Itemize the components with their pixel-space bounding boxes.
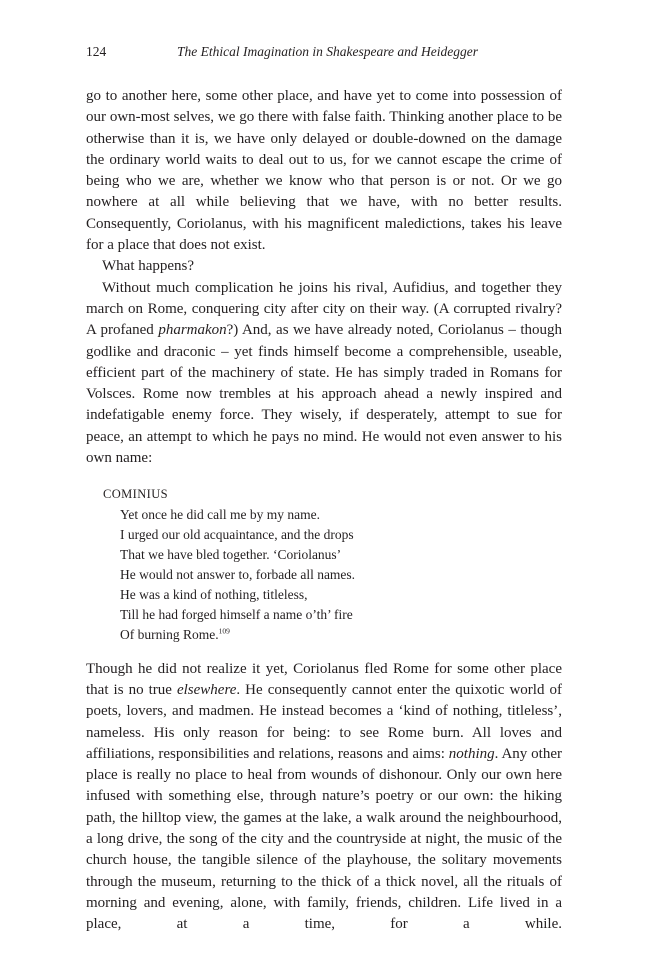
text-run: . Any other place is really no place to heal from wounds of dishonour. Only our own here infused with something else, through nature’s poetry or our own: the hiking path, the hilltop view, the games at the lake, a walk around the neighbourhood, a long drive, the song of the city and the countryside at night, the music of the church house, the tangible silence of the playhouse, the solitary movements through the museum, returning to the thick of a thick novel, all the rituals of morning and evening, alone, with family, friends, children. Life lived in a place, at a time, for a while. bbox=[86, 745, 562, 933]
emphasis-nothing: nothing bbox=[448, 745, 495, 762]
paragraph-question: What happens? bbox=[102, 258, 195, 275]
running-title: The Ethical Imagination in Shakespeare and Heidegger bbox=[177, 44, 478, 59]
footnote-reference[interactable]: 109 bbox=[218, 626, 230, 636]
verse-line-last bbox=[120, 625, 562, 645]
block-quote bbox=[103, 484, 562, 644]
paragraph-conclusion bbox=[86, 659, 562, 936]
emphasis-pharmakon: pharmakon bbox=[158, 322, 227, 339]
verse-text: Of burning Rome. bbox=[120, 626, 219, 642]
text-run: Though he did not realize it yet, Coriolanus fled Rome for some other place that is no true bbox=[86, 660, 562, 698]
verse-line: Yet once he did call me by my name. bbox=[120, 507, 320, 523]
body-text bbox=[86, 86, 562, 936]
emphasis-elsewhere: elsewhere bbox=[176, 681, 237, 698]
verse-line: He was a kind of nothing, titleless, bbox=[120, 586, 308, 602]
speaker-name: COMINIUS bbox=[103, 487, 169, 502]
verse-line: He would not answer to, forbade all names. bbox=[120, 567, 356, 583]
paragraph-continuation: go to another here, some other place, and have yet to come into possession of our own-most selves, we go there with false faith. Thinking another place to be otherwise than it is, we have only delayed or double-downed on the damage the ordinary world waits to deal out to us, for we cannot escape the crime of being who we are, whether we know who that person is or not. Or we go nowhere at all while believing that we have, with no better results. Consequently, Coriolanus, with his magnificent maledictions, takes his leave for a place that does not exist. bbox=[86, 88, 562, 254]
text-run: . He consequently cannot enter the quixotic world of poets, lovers, and madmen. He instead becomes a ‘kind of nothing, titleless’, nameless. His only reason for being: to see Rome burn. All loves and affiliations, responsibilities and relations, reasons and aims: bbox=[86, 681, 562, 762]
paragraph-rome-march bbox=[86, 278, 562, 470]
page-number: 124 bbox=[86, 44, 107, 59]
text-run: ?) And, as we have already noted, Coriolanus – though godlike and draconic – yet finds himself become a comprehensible, useable, efficient part of the machinery of state. He has simply traded in Romans for Volsces. Rome now trembles at his approach ahead a newly inspired and indefatigable enemy force. They wisely, if desperately, attempt to sue for peace, an attempt to which he pays no mind. He would not even answer to his own name: bbox=[86, 322, 563, 467]
verse-line: Till he had forged himself a name o’th’ fire bbox=[120, 606, 353, 622]
text-run: Without much complication he joins his rival, Aufidius, and together they march on Rome, conquering city after city on their way. (A corrupted rivalry? A profaned bbox=[86, 279, 562, 339]
verse-line: I urged our old acquaintance, and the drops bbox=[120, 527, 354, 543]
running-header bbox=[86, 44, 562, 64]
verse-line: That we have bled together. ‘Coriolanus’ bbox=[120, 547, 342, 563]
